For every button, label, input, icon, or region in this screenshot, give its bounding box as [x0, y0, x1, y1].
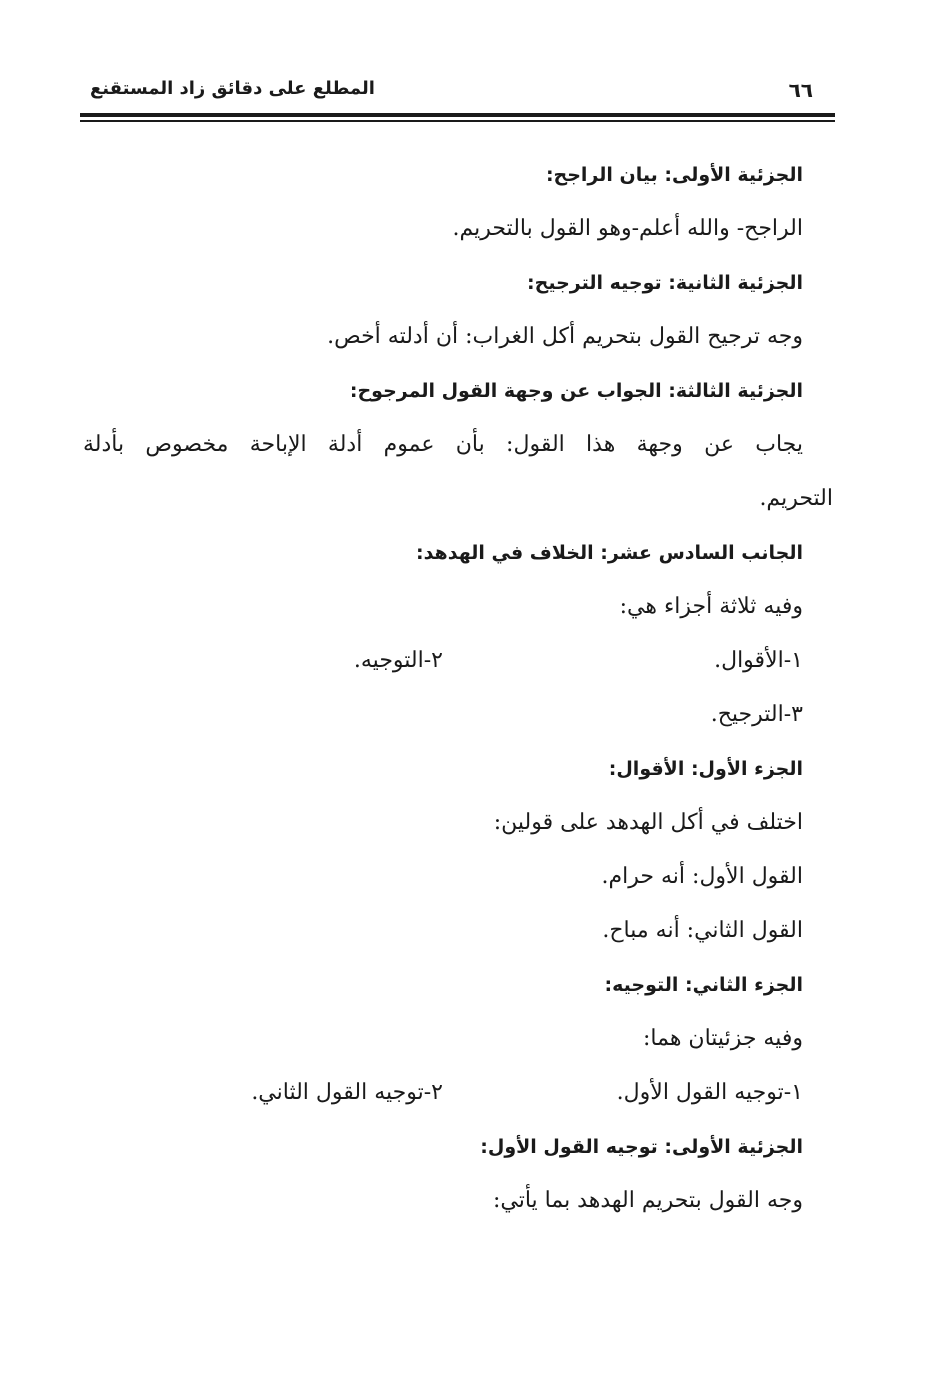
heading-opinions: الجزء الأول: الأقوال:: [608, 758, 803, 780]
header-rule-thin: [80, 120, 835, 122]
two-column-list: [83, 1066, 803, 1120]
running-header: [80, 70, 835, 106]
heading-preference-reason: الجزئية الثانية: توجيه الترجيح:: [527, 272, 803, 294]
body-line: القول الثاني: أنه مباح.: [602, 918, 803, 943]
heading-hoopoe-section: الجانب السادس عشر: الخلاف في الهدهد:: [415, 542, 803, 564]
body-line: وفيه ثلاثة أجزاء هي:: [619, 594, 803, 619]
header-rule-thick: [80, 113, 835, 117]
page-body: [83, 148, 833, 1228]
body-line: القول الأول: أنه حرام.: [601, 864, 803, 889]
list-item: ١-الأقوال.: [714, 648, 803, 673]
body-line-continuation: التحريم.: [759, 486, 833, 511]
body-line: وجه ترجيح القول بتحريم أكل الغراب: أن أدلته أخص.: [327, 324, 803, 349]
book-title: المطلع على دقائق زاد المستقنع: [90, 78, 375, 99]
two-column-list: [83, 634, 803, 688]
heading-justification: الجزء الثاني: التوجيه:: [604, 974, 803, 996]
list-item: ١-توجيه القول الأول.: [616, 1080, 803, 1105]
body-line: وفيه جزئيتان هما:: [643, 1026, 803, 1051]
heading-first-view-justification: الجزئية الأولى: توجيه القول الأول:: [480, 1136, 803, 1158]
body-line: الراجح- والله أعلم-وهو القول بالتحريم.: [452, 216, 803, 241]
heading-preferred-view: الجزئية الأولى: بيان الراجح:: [545, 164, 803, 186]
page-number: ٦٦: [788, 78, 813, 102]
body-line: وجه القول بتحريم الهدهد بما يأتي:: [492, 1188, 803, 1213]
body-line: اختلف في أكل الهدهد على قولين:: [493, 810, 803, 835]
list-item: ٢-التوجيه.: [353, 648, 443, 673]
list-item: ٣-الترجيح.: [710, 702, 803, 727]
body-line-justified: يجاب عن وجهة هذا القول: بأن عموم أدلة الإباحة مخصوص بأدلة: [83, 432, 803, 457]
list-item: ٢-توجيه القول الثاني.: [251, 1080, 443, 1105]
heading-response: الجزئية الثالثة: الجواب عن وجهة القول المرجوح:: [349, 380, 803, 402]
